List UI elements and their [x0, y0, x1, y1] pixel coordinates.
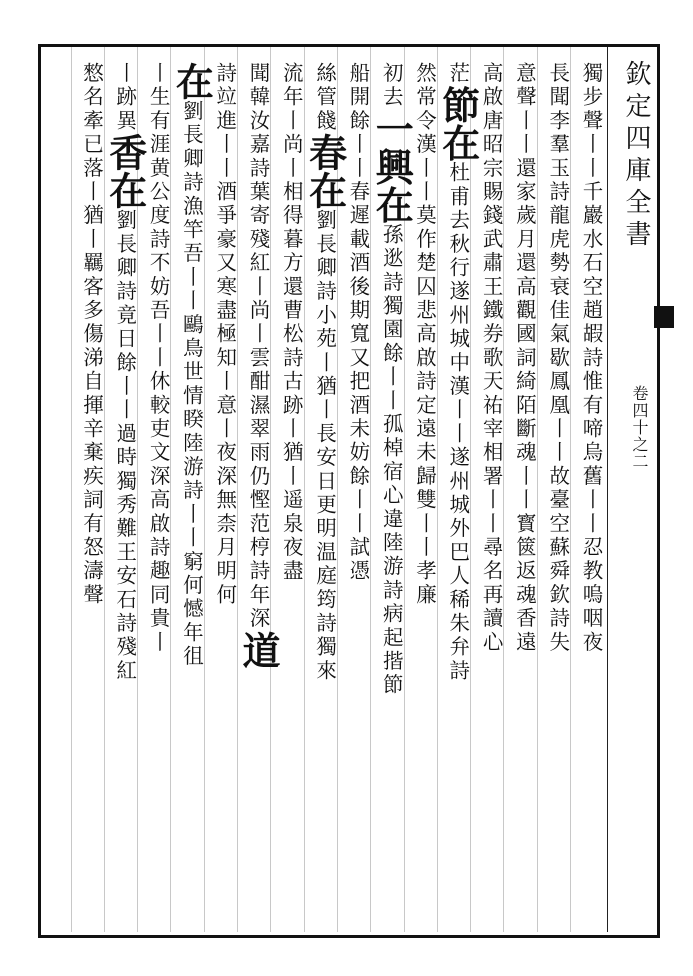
- body-text: 流年: [279, 62, 304, 110]
- body-text: 初去: [379, 62, 404, 110]
- text-column: [208, 62, 242, 607]
- text-column: [302, 62, 348, 684]
- body-text: 丨生有涯黄公度詩不妨吾丨丨休較吏文深高啟詩趣同貴丨: [146, 62, 171, 655]
- body-text: 長聞李羣玉詩龍虎勢衰佳氣歇鳳凰丨丨故臺空蘇舜欽詩失: [545, 62, 570, 655]
- body-text: 然: [412, 62, 437, 86]
- body-text: 常令漢丨丨莫作楚囚悲高啟詩定遠未歸雙丨丨孝廉: [412, 85, 437, 608]
- fishtail-mark: [654, 306, 674, 328]
- text-column: [507, 62, 541, 655]
- text-column: [236, 62, 281, 669]
- heading-text: 春在: [302, 133, 348, 210]
- body-text: 已落丨猶丨羈客多傷涕自揮辛棄疾詞有怒濤聲: [79, 133, 104, 608]
- body-text: 船開: [345, 62, 370, 110]
- body-text: 餘丨丨春遲載酒後期寬又把酒未妨餘丨丨試憑: [345, 109, 370, 584]
- text-column: [102, 62, 148, 684]
- text-column: [541, 62, 575, 655]
- body-text: 孫逖詩獨園餘丨丨孤棹宿心違陸游詩病起揩節: [379, 223, 404, 698]
- text-column: [435, 62, 481, 684]
- heading-text: 節在: [435, 85, 481, 162]
- volume-label: 卷四十之二: [630, 385, 649, 470]
- heading-text: 一興在: [369, 109, 415, 224]
- body-text: 丨尚丨相得暮方還曹松詩古跡丨猶丨遥泉夜盡: [279, 109, 304, 584]
- body-text: 劉長卿詩竟日餘丨丨過時獨秀難王安石詩殘紅: [112, 209, 137, 684]
- heading-text: 香在: [102, 133, 148, 210]
- heading-text: 在: [169, 62, 215, 100]
- collection-title: 欽定四庫全書: [621, 60, 651, 252]
- body-text: 獨步聲丨丨千巖水石空趙嘏詩惟有啼烏舊丨丨忍教嗚咽夜: [579, 62, 603, 655]
- column-divider-line: [71, 47, 72, 932]
- text-column: [169, 62, 215, 669]
- body-text: 茫: [445, 62, 470, 86]
- body-text: 丨跡異: [112, 62, 137, 134]
- text-column: [574, 62, 608, 655]
- body-text: 劉長卿詩小苑丨猶丨長安日更明温庭筠詩獨來: [312, 209, 337, 684]
- text-column: [75, 62, 109, 607]
- body-text: 劉長卿詩漁竿吾丨丨鷗鳥世情睽陸游詩丨丨窮何憾年徂: [179, 100, 204, 669]
- heading-text: 道: [236, 630, 281, 669]
- body-text: 聞韓汝嘉詩葉寄殘紅丨尚丨雲酣濕翠雨仍慳范梈詩年深: [246, 62, 270, 631]
- body-text: 高啟唐昭宗賜錢武肅王鐵券歌天祐宰相署丨丨尋名再讀心: [479, 62, 504, 655]
- body-text: 意聲丨丨還家歲月還高觀國詞綺陌斷魂丨丨寳篋返魂香遠: [512, 62, 537, 655]
- text-column: [369, 62, 415, 698]
- body-text: 詩竝進丨丨酒爭豪又寒盡極知丨意丨夜深無柰月明何: [212, 62, 237, 608]
- body-text: 杜甫去秋行遂州城中漢丨丨遂州城外巴人稀朱弁詩: [445, 161, 470, 684]
- text-column: [274, 62, 308, 583]
- body-text: 絲管餞: [312, 62, 337, 134]
- body-text: 憗名牽: [79, 62, 104, 134]
